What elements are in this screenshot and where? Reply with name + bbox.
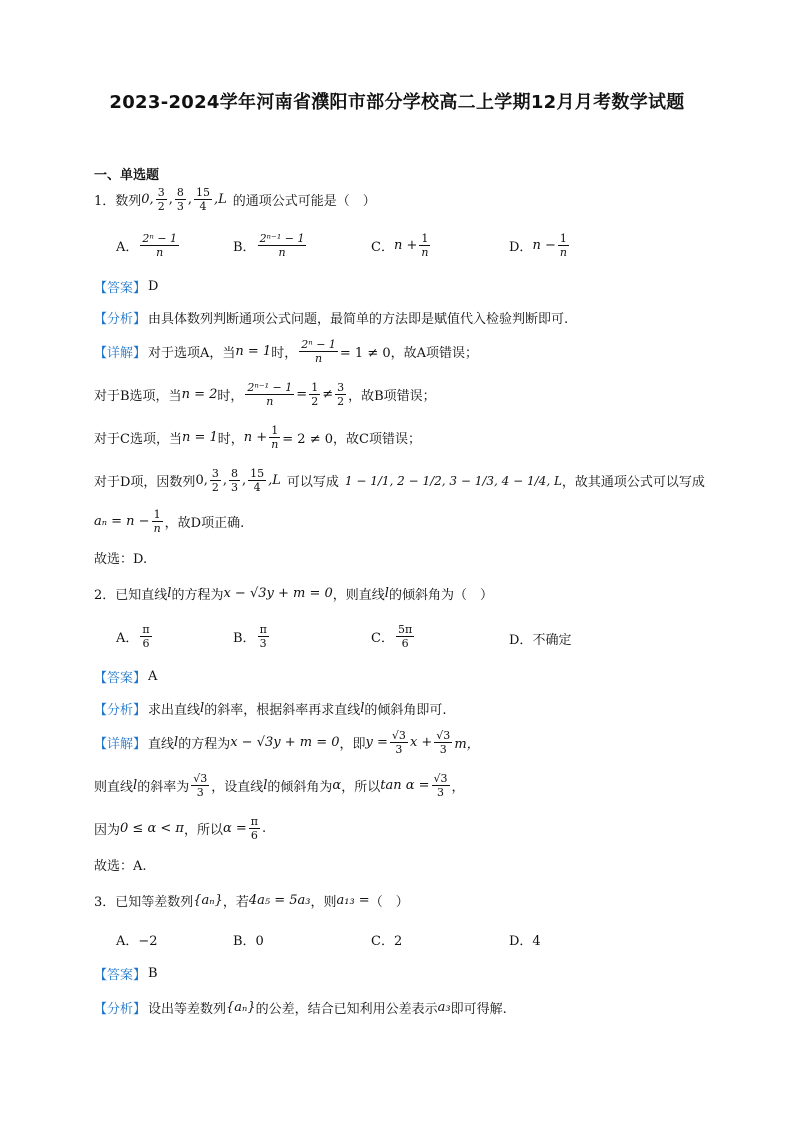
q1-seq-frac-3: $\frac{15}{4}$	[195, 186, 210, 213]
q1-seq-frac-1: $\frac{3}{2}$	[157, 186, 165, 213]
q1-detail-1: 【详解】 对于选项A，当 n = 1 时， $\frac{\text{2ⁿ − 1}}{n}$ = 1 ≠ 0，故A项错误；	[94, 338, 479, 365]
q1-seq-frac-2: $\frac{8}{3}$	[176, 186, 184, 213]
q1-option-a: A． $\frac{\text{2ⁿ − 1}}{n}$	[116, 232, 178, 259]
q2-detail-2: 则直线 l 的斜率为 $\frac{√3}{3}$ ，设直线 l 的倾斜角为 α ，所以 tan α = $\frac{√3}{3}$ ，	[94, 772, 465, 799]
analysis-tag: 【分析】	[94, 312, 147, 327]
q1-seq-tail: ,L	[213, 192, 227, 207]
q2-detail-1: 【详解】 直线 l 的方程为 x − √3y + m = 0 ，即 y = $\frac{√3}{3}$ x + $\frac{√3}{3}$ m，	[94, 729, 480, 756]
q2-detail-3: 因为 0 ≤ α < π ，所以 α = $\frac{\pi}{6}$ .	[94, 815, 267, 842]
q1-answer: 【答案】 D	[94, 279, 159, 296]
section-title: 一、单选题	[94, 168, 160, 183]
q1-detail-3: 对于C选项，当 n = 1 时， n + $\frac{1}{n}$ = 2 ≠ 0，故C项错误；	[94, 424, 421, 451]
question-2-stem: 2．已知直线 l 的方程为 x − √3y + m = 0 ，则直线 l 的倾斜角为（ ）	[94, 586, 493, 603]
q2-choose: 故选：A.	[94, 859, 147, 874]
q1-detail-2: 对于B选项，当 n = 2 时， $\frac{\text{2ⁿ⁻¹ − 1}}{n}$ = $\frac{1}{2}$ ≠ $\frac{3}{2}$ ，故B项错误；	[94, 381, 436, 408]
q1-suffix: 的通项公式可能是（ ）	[232, 194, 376, 209]
question-1-stem: 1．数列 0, $\frac{3}{2}$ , $\frac{8}{3}$ , $\frac{15}{4}$ ,L 的通项公式可能是（ ）	[94, 186, 376, 213]
q1-rewritten-terms: 1 − 1/1, 2 − 1/2, 3 − 1/3, 4 − 1/4, L	[344, 473, 562, 488]
q1-choose: 故选：D.	[94, 552, 148, 567]
q1-analysis: 【分析】 由具体数列判断通项公式问题，最简单的方法即是赋值代入检验判断即可.	[94, 308, 568, 327]
answer-tag: 【答案】	[94, 281, 147, 296]
q1-prefix: 1．数列	[94, 194, 142, 209]
q3-option-c: C．2	[371, 934, 403, 949]
q1-option-c: C． n + $\frac{1}{n}$	[371, 232, 429, 259]
q3-answer: 【答案】 B	[94, 966, 158, 983]
q2-option-d: D． 不确定	[509, 633, 572, 648]
q2-option-b: B． $\frac{\pi}{3}$	[233, 623, 267, 650]
q2-option-c: C． $\frac{5\pi}{6}$	[371, 623, 413, 650]
q1-option-d: D． n − $\frac{1}{n}$	[509, 232, 567, 259]
page-title: 2023-2024学年河南省濮阳市部分学校高二上学期12月月考数学试题	[109, 92, 685, 113]
q1-option-b: B． $\frac{\text{2ⁿ⁻¹ − 1}}{n}$	[233, 232, 305, 259]
q1-detail-4: 对于D项，因数列 0, $\frac{3}{2}$ , $\frac{8}{3}$ , $\frac{15}{4}$ ,L 可以写成 1 − 1/1, 2 − 1/2, 3 − 1/3, 4 − 1/4, L ，故其通项公式可以写成	[94, 467, 705, 494]
question-3-stem: 3．已知等差数列 {aₙ} ，若 4a₅ = 5a₃ ，则 a₁₃ = （ ）	[94, 893, 409, 910]
q1-seq-start: 0,	[141, 192, 154, 207]
q1-detail-5: aₙ = n − $\frac{1}{n}$ ，故D项正确.	[94, 508, 245, 535]
q2-analysis: 【分析】 求出直线 l 的斜率，根据斜率再求直线 l 的倾斜角即可.	[94, 701, 447, 718]
q2-option-a: A． $\frac{\pi}{6}$	[116, 623, 150, 650]
q3-option-a: A．−2	[116, 934, 158, 949]
q3-option-b: B．0	[233, 934, 264, 949]
q3-option-d: D．4	[509, 934, 541, 949]
q3-analysis: 【分析】 设出等差数列 {aₙ} 的公差，结合已知利用公差表示 a₃ 即可得解.	[94, 1000, 507, 1017]
detail-tag: 【详解】	[94, 346, 147, 361]
q2-answer: 【答案】 A	[94, 669, 158, 686]
